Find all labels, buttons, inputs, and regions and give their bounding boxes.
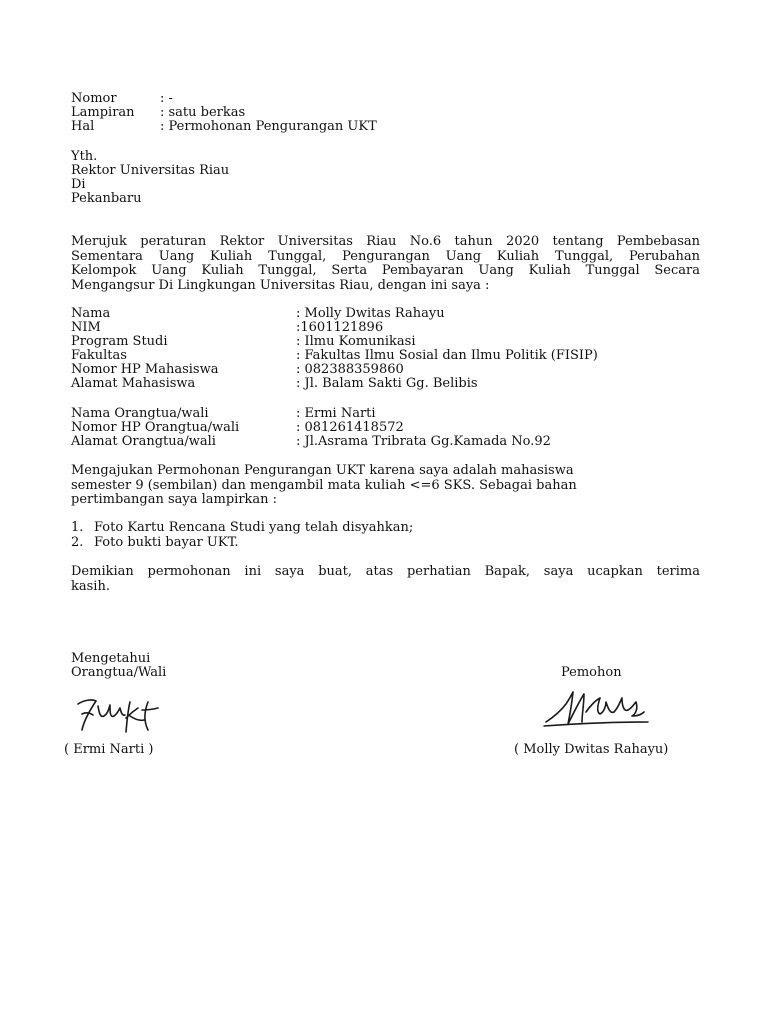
paragraph-line: Mengajukan Permohonan Pengurangan UKT karena saya adalah mahasiswa	[71, 463, 574, 478]
header-label: Hal	[71, 119, 95, 134]
field-label: Nomor HP Orangtua/wali	[71, 420, 240, 435]
parent-signature	[70, 692, 166, 738]
field-label: Alamat Mahasiswa	[71, 376, 196, 391]
header-label: Lampiran	[71, 105, 135, 120]
attachment-number: 1.	[71, 520, 84, 535]
field-value: : 082388359860	[296, 362, 404, 377]
field-value: : Jl. Balam Sakti Gg. Belibis	[296, 376, 478, 391]
paragraph-line: Merujuk peraturan Rektor Universitas Riau No.6 tahun 2020 tentang Pembebasan	[71, 234, 700, 249]
recipient-di: Di	[71, 177, 86, 192]
recipient-city: Pekanbaru	[71, 191, 142, 206]
recipient-greeting: Yth.	[71, 149, 98, 164]
paragraph-line: Mengangsur Di Lingkungan Universitas Riau, dengan ini saya :	[71, 277, 490, 293]
paragraph-line: kasih.	[71, 578, 110, 594]
header-label: Nomor	[71, 91, 117, 106]
right-sign-name: ( Molly Dwitas Rahayu)	[514, 742, 669, 757]
field-value: : Fakultas Ilmu Sosial dan Ilmu Politik (FISIP)	[296, 348, 598, 363]
recipient-name: Rektor Universitas Riau	[71, 163, 230, 178]
right-sign-title: Pemohon	[561, 665, 622, 680]
field-value: : 081261418572	[296, 420, 404, 435]
header-value: : -	[160, 91, 173, 106]
field-value: : Molly Dwitas Rahayu	[296, 306, 445, 321]
field-label: Alamat Orangtua/wali	[71, 434, 216, 449]
field-value: : Ermi Narti	[296, 406, 376, 421]
header-value: : Permohonan Pengurangan UKT	[160, 119, 377, 134]
request-paragraph	[71, 464, 641, 508]
field-label: Program Studi	[71, 334, 168, 349]
field-label: NIM	[71, 320, 101, 335]
field-label: Nomor HP Mahasiswa	[71, 362, 219, 377]
paragraph-line: pertimbangan saya lampirkan :	[71, 492, 278, 507]
paragraph-line: Sementara Uang Kuliah Tunggal, Pengurangan Uang Kuliah Tunggal, Perubahan	[71, 248, 700, 264]
applicant-signature	[540, 682, 656, 732]
field-value: : Ilmu Komunikasi	[296, 334, 416, 349]
attachment-text: Foto Kartu Rencana Studi yang telah disyahkan;	[94, 520, 414, 535]
field-label: Nama Orangtua/wali	[71, 406, 209, 421]
paragraph-line: Demikian permohonan ini saya buat, atas perhatian Bapak, saya ucapkan terima	[71, 564, 700, 579]
paragraph-line: semester 9 (sembilan) dan mengambil mata kuliah <=6 SKS. Sebagai bahan	[71, 477, 577, 493]
left-sign-title-2: Orangtua/Wali	[71, 665, 167, 680]
paragraph-line: Kelompok Uang Kuliah Tunggal, Serta Pembayaran Uang Kuliah Tunggal Secara	[71, 263, 700, 278]
attachment-text: Foto bukti bayar UKT.	[94, 535, 239, 550]
header-value: : satu berkas	[160, 105, 246, 120]
closing-paragraph	[71, 565, 700, 594]
intro-paragraph	[71, 235, 700, 293]
attachment-number: 2.	[71, 535, 84, 550]
left-sign-name: ( Ermi Narti )	[64, 742, 154, 757]
field-label: Fakultas	[71, 348, 127, 363]
field-label: Nama	[71, 306, 111, 321]
field-value: : Jl.Asrama Tribrata Gg.Kamada No.92	[296, 434, 551, 449]
left-sign-title-1: Mengetahui	[71, 651, 151, 666]
field-value: :1601121896	[296, 320, 384, 335]
